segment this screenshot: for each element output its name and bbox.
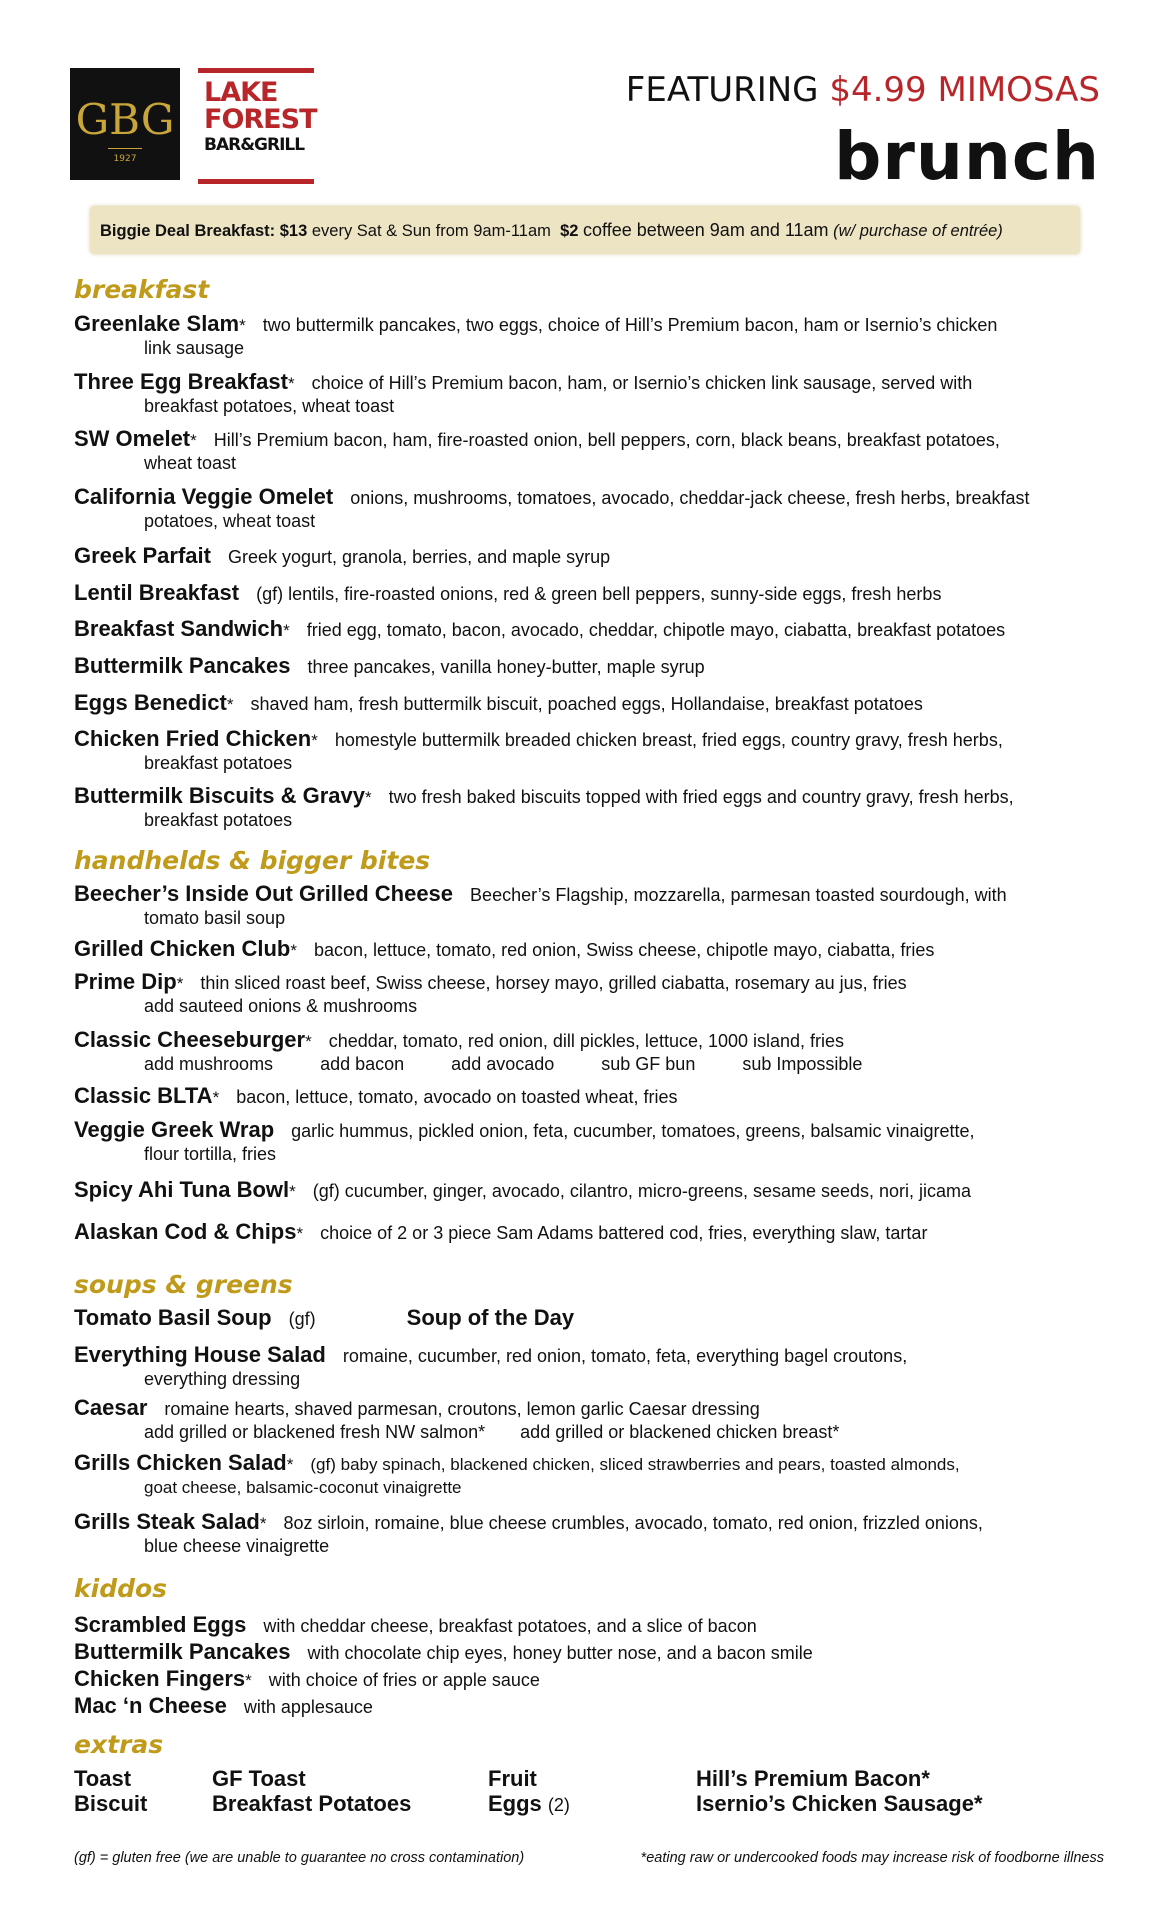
item-name: Veggie Greek Wrap	[74, 1117, 275, 1142]
gf-note: (gf) = gluten free (we are unable to guarantee no cross contamination)	[74, 1850, 525, 1866]
soup-row	[74, 1306, 1104, 1331]
menu-item	[74, 937, 1104, 962]
item-desc: (gf) cucumber, ginger, avocado, cilantro, micro-greens, sesame seeds, nori, jicama	[312, 1181, 972, 1201]
coffee-label: $2	[560, 222, 579, 240]
item-star: *	[364, 788, 372, 807]
menu-item	[74, 1118, 1104, 1166]
menu-item	[74, 581, 1104, 606]
item-desc: three pancakes, vanilla honey-butter, maple syrup	[307, 657, 705, 677]
item-star: *	[283, 621, 290, 640]
deal-text: every Sat & Sun from 9am-11am	[311, 222, 551, 240]
item-desc: onions, mushrooms, tomatoes, avocado, cheddar-jack cheese, fresh herbs, breakfast	[350, 488, 1030, 508]
menu-item	[74, 1028, 1104, 1076]
item-name: Alaskan Cod & Chips	[74, 1219, 297, 1244]
extra-item: Isernio’s Chicken Sausage*	[696, 1791, 983, 1816]
kiddos-list	[74, 1612, 1104, 1720]
item-star: *	[286, 1455, 294, 1474]
item-name: SW Omelet	[74, 426, 191, 451]
lake-forest-line2: FOREST	[204, 104, 317, 135]
item-desc: two fresh baked biscuits topped with fried eggs and country gravy, fresh herbs,	[388, 787, 1014, 807]
item-desc: 8oz sirloin, romaine, blue cheese crumbles, avocado, tomato, red onion, frizzled onions,	[283, 1513, 983, 1533]
item-desc-cont: blue cheese vinaigrette	[144, 1536, 330, 1556]
menu-item	[74, 1220, 1104, 1245]
item-star: *	[305, 1032, 312, 1051]
item-name: Mac ‘n Cheese	[74, 1693, 227, 1718]
menu-item	[74, 1639, 1104, 1666]
coffee-text: coffee between 9am and 11am	[583, 220, 829, 240]
featuring-line	[626, 70, 1100, 110]
menu-item	[74, 882, 1104, 930]
gbg-year: 1927	[113, 154, 137, 164]
menu-item	[74, 544, 1104, 569]
item-name: Buttermilk Pancakes	[74, 1639, 291, 1664]
section-soups: soups & greens	[74, 1270, 293, 1299]
item-desc: with chocolate chip eyes, honey butter nose, and a bacon smile	[307, 1643, 813, 1663]
menu-item	[74, 1510, 1104, 1558]
item-desc-cont: wheat toast	[144, 453, 237, 473]
section-breakfast: breakfast	[74, 275, 210, 304]
extra-item: Hill’s Premium Bacon*	[696, 1766, 930, 1791]
item-desc: choice of 2 or 3 piece Sam Adams battered cod, fries, everything slaw, tartar	[320, 1223, 928, 1243]
extra-item: GF Toast	[212, 1766, 306, 1791]
item-desc: with applesauce	[243, 1697, 373, 1717]
item-name: Eggs Benedict	[74, 690, 227, 715]
item-desc: cheddar, tomato, red onion, dill pickles, lettuce, 1000 island, fries	[328, 1031, 845, 1051]
item-desc-cont: tomato basil soup	[144, 908, 286, 928]
item-desc: romaine, cucumber, red onion, tomato, feta, everything bagel croutons,	[342, 1346, 908, 1366]
item-name: Chicken Fingers	[74, 1666, 246, 1691]
item-desc: (gf) baby spinach, blackened chicken, sliced strawberries and pears, toasted almonds,	[310, 1455, 960, 1474]
item-desc: romaine hearts, shaved parmesan, croutons, lemon garlic Caesar dressing	[164, 1399, 760, 1419]
extra-item: Breakfast Potatoes	[212, 1791, 412, 1816]
extra-item-eggs	[488, 1791, 570, 1817]
item-name: Lentil Breakfast	[74, 580, 240, 605]
item-desc-cont: everything dressing	[144, 1369, 301, 1389]
item-star: *	[212, 1088, 220, 1107]
item-name: Caesar	[74, 1395, 148, 1420]
addon: sub GF bun	[601, 1054, 696, 1074]
item-addon: add grilled or blackened fresh NW salmon* add grilled or blackened chicken breast*	[144, 1422, 840, 1442]
item-desc: choice of Hill’s Premium bacon, ham, or Isernio’s chicken link sausage, served with	[311, 373, 973, 393]
item-name: Three Egg Breakfast	[74, 369, 288, 394]
menu-item	[74, 485, 1104, 533]
extra-item: Toast	[74, 1766, 132, 1791]
coffee-note: (w/ purchase of entrée)	[833, 222, 1003, 240]
menu-item	[74, 1693, 1104, 1720]
item-name: Buttermilk Biscuits & Gravy	[74, 783, 365, 808]
item-desc: with choice of fries or apple sauce	[268, 1670, 540, 1690]
item-name: Spicy Ahi Tuna Bowl	[74, 1177, 290, 1202]
addon: add avocado	[451, 1054, 555, 1074]
item-star: *	[190, 431, 197, 450]
item-name: Classic BLTA	[74, 1083, 213, 1108]
item-name: Greek Parfait	[74, 543, 211, 568]
lake-forest-line3: BAR&GRILL	[204, 135, 305, 155]
menu-item	[74, 970, 1104, 1018]
item-desc: Hill’s Premium bacon, ham, fire-roasted onion, bell peppers, corn, black beans, breakfast potatoes,	[213, 430, 1000, 450]
page-title: brunch	[834, 118, 1100, 195]
mimosa-price: $4.99 MIMOSAS	[829, 70, 1100, 110]
menu-item	[74, 1178, 1104, 1203]
menu-item	[74, 1343, 1104, 1391]
item-desc: (gf) lentils, fire-roasted onions, red & green bell peppers, sunny-side eggs, fresh herbs	[256, 584, 942, 604]
item-star: *	[176, 974, 184, 993]
item-name: Grilled Chicken Club	[74, 936, 291, 961]
item-desc-cont: potatoes, wheat toast	[144, 511, 316, 531]
item-desc: bacon, lettuce, tomato, red onion, Swiss cheese, chipotle mayo, ciabatta, fries	[314, 940, 935, 960]
menu-item	[74, 312, 1104, 360]
item-star: *	[290, 941, 297, 960]
item-name: Prime Dip	[74, 969, 177, 994]
menu-item	[74, 1612, 1104, 1639]
item-star: *	[296, 1224, 304, 1243]
extra-item: Eggs	[488, 1791, 542, 1816]
item-desc-cont: link sausage	[144, 338, 245, 358]
item-desc-cont: breakfast potatoes, wheat toast	[144, 396, 395, 416]
item-name: Grills Chicken Salad	[74, 1450, 287, 1475]
menu-item	[74, 691, 1104, 716]
item-star: *	[245, 1671, 252, 1690]
item-addon: add sauteed onions & mushrooms	[144, 996, 418, 1016]
item-star: *	[287, 374, 295, 393]
item-desc: Beecher’s Flagship, mozzarella, parmesan toasted sourdough, with	[470, 885, 1007, 905]
item-star: *	[259, 1514, 267, 1533]
item-name: Tomato Basil Soup	[74, 1305, 272, 1330]
item-desc: Greek yogurt, granola, berries, and maple syrup	[227, 547, 611, 567]
raw-food-note: *eating raw or undercooked foods may increase risk of foodborne illness	[640, 1850, 1104, 1866]
item-desc: homestyle buttermilk breaded chicken breast, fried eggs, country gravy, fresh herbs,	[334, 730, 1003, 750]
banner-text	[100, 220, 1070, 241]
item-desc-cont: flour tortilla, fries	[144, 1144, 277, 1164]
item-desc: shaved ham, fresh buttermilk biscuit, poached eggs, Hollandaise, breakfast potatoes	[250, 694, 923, 714]
menu-item	[74, 1451, 1104, 1499]
item-desc-cont: breakfast potatoes	[144, 753, 293, 773]
menu-item	[74, 1084, 1104, 1109]
menu-item	[74, 654, 1104, 679]
item-desc: two buttermilk pancakes, two eggs, choice of Hill’s Premium bacon, ham or Isernio’s chicken	[262, 315, 998, 335]
item-desc: thin sliced roast beef, Swiss cheese, horsey mayo, grilled ciabatta, rosemary au jus, fries	[200, 973, 907, 993]
deal-label: Biggie Deal Breakfast: $13	[100, 222, 308, 240]
item-name: Classic Cheeseburger	[74, 1027, 306, 1052]
extra-item: Biscuit	[74, 1791, 148, 1816]
addon: sub Impossible	[742, 1054, 863, 1074]
menu-item	[74, 1396, 1104, 1444]
gbg-letters: GBG	[75, 95, 175, 144]
item-name: Greenlake Slam	[74, 311, 240, 336]
menu-item	[74, 784, 1104, 832]
extra-item: Fruit	[488, 1766, 537, 1791]
item-name: Buttermilk Pancakes	[74, 653, 291, 678]
lake-forest-logo	[198, 68, 317, 184]
section-extras: extras	[74, 1730, 164, 1759]
item-desc: with cheddar cheese, breakfast potatoes, and a slice of bacon	[263, 1616, 757, 1636]
item-name: California Veggie Omelet	[74, 484, 334, 509]
item-name: Chicken Fried Chicken	[74, 726, 312, 751]
item-name: Soup of the Day	[406, 1305, 575, 1330]
item-desc: bacon, lettuce, tomato, avocado on toasted wheat, fries	[236, 1087, 678, 1107]
addon: add mushrooms	[144, 1054, 274, 1074]
item-name: Beecher’s Inside Out Grilled Cheese	[74, 881, 454, 906]
biggie-deal-banner	[90, 206, 1080, 254]
item-name: Scrambled Eggs	[74, 1612, 247, 1637]
item-star: *	[311, 731, 318, 750]
menu-item	[74, 427, 1104, 475]
section-kiddos: kiddos	[74, 1574, 168, 1603]
item-desc: fried egg, tomato, bacon, avocado, cheddar, chipotle mayo, ciabatta, breakfast potatoes	[306, 620, 1006, 640]
gbg-logo	[70, 68, 180, 180]
menu-item	[74, 727, 1104, 775]
lake-forest-line1: LAKE	[204, 77, 278, 108]
item-name: Grills Steak Salad	[74, 1509, 260, 1534]
menu-item	[74, 1666, 1104, 1693]
item-desc-cont: breakfast potatoes	[144, 810, 293, 830]
item-desc-cont: goat cheese, balsamic-coconut vinaigrette	[144, 1478, 462, 1497]
item-note: (gf)	[288, 1309, 316, 1329]
item-star: *	[239, 316, 246, 335]
menu-item	[74, 617, 1104, 642]
burger-addons	[74, 1053, 1104, 1076]
item-name: Breakfast Sandwich	[74, 616, 284, 641]
menu-item	[74, 370, 1104, 418]
gbg-logo-graphic	[70, 68, 180, 180]
item-name: Everything House Salad	[74, 1342, 326, 1367]
footer	[74, 1850, 1104, 1866]
eggs-note: (2)	[547, 1795, 570, 1815]
item-desc: garlic hummus, pickled onion, feta, cucumber, tomatoes, greens, balsamic vinaigrette,	[291, 1121, 975, 1141]
item-star: *	[289, 1182, 296, 1201]
addon: add bacon	[320, 1054, 405, 1074]
item-star: *	[226, 695, 234, 714]
featuring-prefix: FEATURING	[625, 70, 819, 110]
section-handhelds: handhelds & bigger bites	[74, 846, 431, 875]
